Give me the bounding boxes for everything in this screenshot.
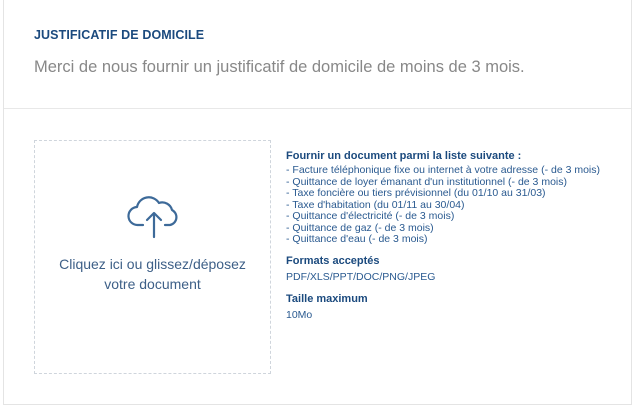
max-size-value: 10Mo <box>286 308 313 321</box>
document-upload-card <box>3 0 632 405</box>
formats-value: PDF/XLS/PPT/DOC/PNG/JPEG <box>286 270 436 283</box>
document-list <box>286 165 616 246</box>
list-item: - Quittance de gaz (- de 3 mois) <box>286 221 434 234</box>
dropzone-label-line1: Cliquez ici ou glissez/déposez <box>59 256 246 272</box>
list-item: - Quittance d'électricité (- de 3 mois) <box>286 210 455 222</box>
list-item: - Taxe foncière ou tiers prévisionnel (du 01/10 au 31/03) <box>286 187 546 199</box>
formats-heading: Formats acceptés <box>286 254 380 267</box>
dropzone-label <box>35 254 270 294</box>
max-size-heading: Taille maximum <box>286 292 368 305</box>
size-section <box>286 293 616 322</box>
formats-section <box>286 255 616 284</box>
cloud-upload-icon <box>126 195 182 239</box>
list-item: - Quittance d'eau (- de 3 mois) <box>286 233 428 245</box>
list-item: - Quittance de loyer émanant d'un institutionnel (- de 3 mois) <box>286 175 567 188</box>
file-dropzone[interactable] <box>34 140 271 374</box>
upload-requirements <box>286 150 616 322</box>
list-item: - Taxe d'habitation (du 01/11 au 30/04) <box>286 198 465 211</box>
list-item: - Facture téléphonique fixe ou internet à votre adresse (- de 3 mois) <box>286 164 600 176</box>
dropzone-label-line2: votre document <box>104 276 201 292</box>
header-divider <box>4 108 631 109</box>
card-header <box>4 0 631 108</box>
document-list-heading: Fournir un document parmi la liste suivante : <box>286 150 522 162</box>
section-subtitle: Merci de nous fournir un justificatif de domicile de moins de 3 mois. <box>34 58 525 76</box>
section-title: JUSTIFICATIF DE DOMICILE <box>34 28 205 42</box>
